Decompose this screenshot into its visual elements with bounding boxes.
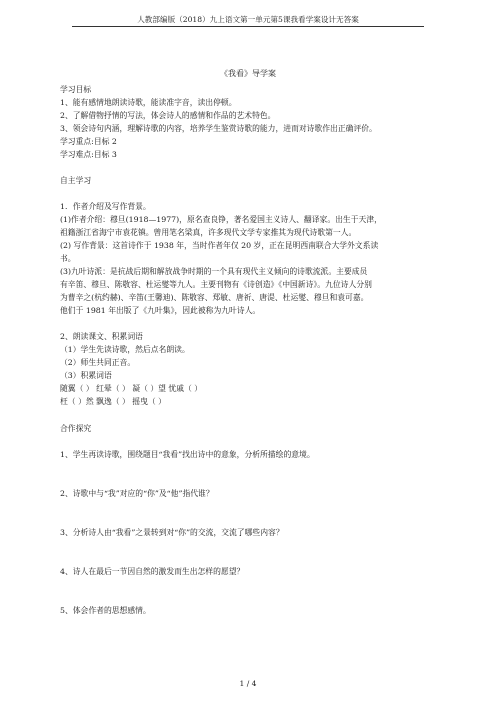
background-line: (2) 写作背景：这首诗作于 1938 年，当时作者年仅 20 岁，正在昆明西南联合大学外文系读 <box>60 241 379 250</box>
difficulty: 学习难点:目标 3 <box>60 150 117 159</box>
goal-item: 3、领会诗句内涵，理解诗歌的内容，培养学生鉴赏诗歌的能力，进而对诗歌作出正确评价。 <box>60 124 377 133</box>
reading-step: （3）积累词语 <box>60 371 112 380</box>
inquiry-question: 5、体会作者的思想感情。 <box>60 606 151 615</box>
inquiry-question: 1、学生再读诗歌，围绕题目“我看”找出诗中的意象，分析所描绘的意境。 <box>60 450 315 459</box>
author-line: (1)作者介绍：穆旦(1918—1977)，原名查良铮，著名爱国主义诗人、翻译家。出生于天津， <box>60 215 382 224</box>
goal-item: 2、了解借物抒情的写法，体会诗人的感情和作品的艺术特色。 <box>60 111 276 120</box>
inquiry-question: 3、分析诗人由“我看”之景转到对“你”的交流，交流了哪些内容？ <box>60 528 284 537</box>
self-study-heading: 自主学习 <box>60 176 92 185</box>
vocab-line: 枉（ ）然 飘逸（ ） 摇曳（ ） <box>60 397 166 406</box>
school-line: 他们于 1981 年出版了《九叶集》，因此被称为九叶诗人。 <box>60 306 261 315</box>
goals-heading: 学习目标 <box>60 85 92 94</box>
school-line: 有辛笛、穆旦、陈敬容、杜运燮等九人。主要刊物有《诗创造》《中国新诗》。九位诗人分别 <box>60 280 372 289</box>
reading-step: （2）师生共同正音。 <box>60 358 136 367</box>
intro-heading: 1．作者介绍及写作背景。 <box>60 202 151 211</box>
goal-item: 1、能有感情地朗读诗歌，能读准字音，读出停顿。 <box>60 98 237 107</box>
author-line: 祖籍浙江省海宁市袁花镇。曾用笔名梁真，许多现代文学专家推其为现代诗歌第一人。 <box>60 228 357 237</box>
page-header: 人教部编版（2018）九上语文第一单元第5课我看学案设计无答案 <box>137 15 359 24</box>
doc-title: 《我看》导学案 <box>220 69 276 78</box>
inquiry-question: 4、诗人在最后一节因自然的激发而生出怎样的愿望？ <box>60 567 245 576</box>
reading-step: （1）学生先读诗歌，然后点名朗读。 <box>60 345 190 354</box>
inquiry-heading: 合作探究 <box>60 424 92 433</box>
inquiry-question: 2、诗歌中与“我”对应的“你”及“他”指代谁？ <box>60 489 214 498</box>
key-point: 学习重点:目标 2 <box>60 137 117 146</box>
school-line: (3)九叶诗派：是抗战后期和解放战争时期的一个具有现代主义倾向的诗歌流派。主要成员 <box>60 267 368 276</box>
page-number: 1 / 4 <box>239 679 257 688</box>
school-line: 为曹辛之(杭约赫)、辛笛(王馨迪)、陈敬容、郑敏、唐祈、唐湜、杜运燮、穆旦和袁可嘉。 <box>60 293 369 302</box>
vocab-line: 随翼（ ） 红晕（ ） 凝（ ）望 忧戚（ ） <box>60 384 203 393</box>
header-rule <box>72 26 424 27</box>
background-line: 书。 <box>60 254 76 263</box>
reading-heading: 2、朗读课文、积累词语 <box>60 332 143 341</box>
